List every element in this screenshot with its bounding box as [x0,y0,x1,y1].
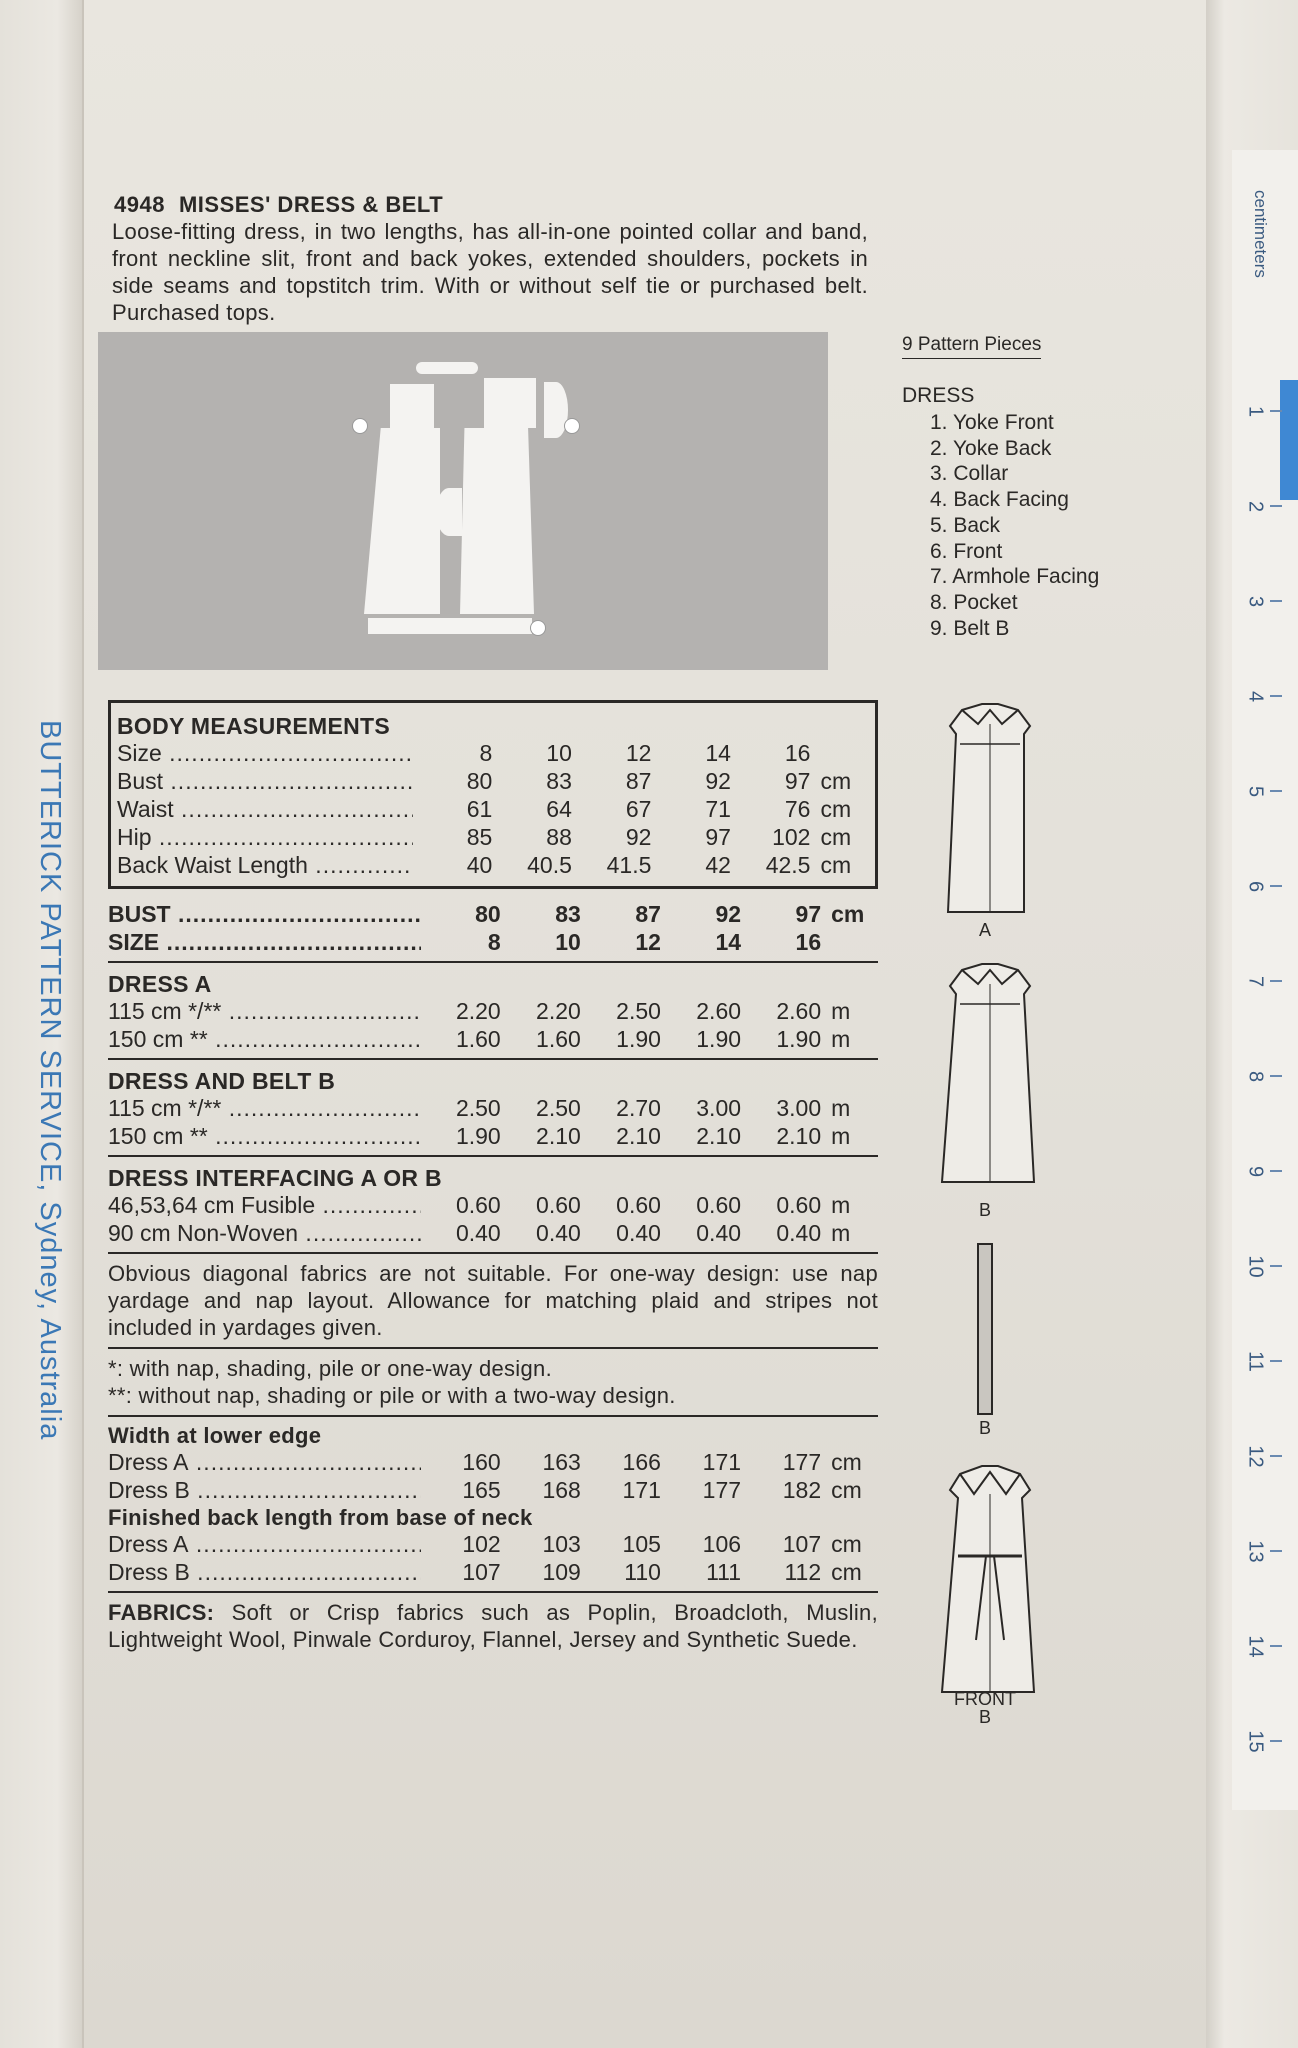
row-value: 0.40 [616,1220,661,1246]
ruler-tick [1270,980,1282,982]
piece-item: 6. Front [930,539,1003,563]
pattern-name: MISSES' DRESS & BELT [178,192,444,217]
row-value: 64 [546,796,572,822]
row-value: 168 [542,1477,581,1503]
nap-notes [108,1349,878,1417]
pattern-title [114,192,457,218]
row-value: 177 [782,1449,822,1475]
bust-size-section [108,889,878,963]
row-value: 171 [702,1449,742,1475]
row-value: 2.20 [455,998,501,1024]
row-label: Dress A ..... [108,1531,421,1558]
row-value: 2.20 [536,998,581,1024]
row-value: 16 [795,929,822,955]
row-value: 2.50 [616,998,661,1024]
row-unit: cm [820,796,852,822]
piece-item: 8. Pocket [930,590,1018,614]
row-value: 103 [542,1531,581,1557]
ruler-number: 7 [1244,975,1267,988]
row-value: 87 [635,901,661,927]
row-label: 115 cm */** ..... [108,1095,421,1122]
row-value: 92 [715,901,742,927]
ruler-number: 3 [1244,595,1267,608]
measurement-row [108,929,878,957]
ruler-number: 5 [1244,785,1267,798]
row-value: 97 [705,824,731,850]
row-value: 102 [772,824,811,850]
row-value: 165 [462,1477,501,1503]
measurement-row [108,901,878,929]
row-value: 160 [462,1449,501,1475]
row-value: 12 [635,929,661,955]
row-value: 2.70 [616,1095,661,1121]
row-value: 83 [546,768,572,794]
row-unit: m [831,998,851,1024]
collar-piece [416,362,478,374]
measurement-row [108,1220,878,1248]
ruler-blue-band [1280,380,1298,500]
row-unit: cm [820,768,852,794]
row-value: 107 [782,1531,822,1557]
ruler-number: 11 [1244,1351,1267,1372]
interfacing-section [108,1157,878,1254]
body-measurements-heading: BODY MEASUREMENTS [117,713,391,739]
row-value: 85 [466,824,493,850]
piece-item: 9. Belt B [930,616,1010,640]
measurement-row [108,1095,878,1123]
measurement-row [108,1449,878,1477]
row-unit: cm [831,901,865,927]
row-value: 1.60 [455,1026,501,1052]
row-value: 0.40 [776,1220,822,1246]
row-value: 2.10 [616,1123,661,1149]
row-value: 14 [705,740,731,766]
row-value: 67 [625,796,652,822]
row-label: Dress B ..... [108,1559,421,1586]
row-label: 150 cm ** ..... [108,1123,421,1150]
ruler-tick [1270,1075,1282,1077]
piece-number-9 [530,620,546,636]
row-value: 105 [622,1531,661,1557]
measurement-row [117,796,867,824]
row-unit: cm [820,824,852,850]
row-value: 0.60 [536,1192,581,1218]
yoke-back-piece [390,384,434,434]
belt-sketch [970,1240,1010,1420]
row-value: 2.60 [696,998,742,1024]
dress-a-section [108,963,878,1060]
row-value: 166 [622,1449,661,1475]
ruler-tick [1270,1645,1282,1647]
row-value: 8 [487,929,501,955]
belt-piece [368,618,532,634]
publisher-side-text: BUTTERICK PATTERN SERVICE, Sydney, Australia [34,720,66,1441]
pattern-pieces-illustration [98,332,828,670]
row-unit: cm [831,1531,862,1557]
row-value: 40.5 [527,852,572,878]
row-value: 16 [784,740,811,766]
diagonal-fabrics-note: Obvious diagonal fabrics are not suitable. For one-way design: use nap yardage and nap layout. Allowance for matching plaid and stripes not included in yardages given. [108,1254,878,1349]
sketch-label-belt: B [978,1418,991,1438]
sketch-label-a: A [978,920,991,940]
row-value: 92 [625,824,652,850]
row-label: BUST ..... [108,901,421,928]
ruler-number: 10 [1244,1255,1267,1278]
measurement-row [108,1192,878,1220]
row-value: 12 [625,740,652,766]
row-value: 42 [705,852,731,878]
ruler-tick [1270,600,1282,602]
row-value: 76 [784,796,811,822]
row-label: Back Waist Length ..... [117,852,413,879]
row-label: Dress B ..... [108,1477,421,1504]
front-label: FRONT [954,1689,1016,1709]
piece-number-4 [352,418,368,434]
row-value: 2.60 [776,998,822,1024]
sketch-label-front [925,1690,1045,1726]
row-value: 1.90 [696,1026,742,1052]
row-value: 106 [702,1531,742,1557]
ruler-number: 14 [1244,1635,1267,1658]
piece-item: 5. Back [930,513,1001,537]
row-label: SIZE ..... [108,929,421,956]
row-value: 61 [466,796,493,822]
row-value: 2.50 [536,1095,581,1121]
ruler-tick [1270,410,1282,412]
ruler-tick [1270,790,1282,792]
measurement-row [108,1531,878,1559]
row-value: 40 [466,852,493,878]
row-value: 109 [542,1559,581,1585]
row-value: 8 [479,740,493,766]
dress-b-sketch [930,960,1050,1190]
row-label: Size ..... [117,740,413,767]
row-value: 83 [555,901,581,927]
row-label: 90 cm Non-Woven ..... [108,1220,421,1247]
sketch-label-b: B [978,1200,991,1220]
measurement-row [117,852,867,880]
row-label: 46,53,64 cm Fusible ..... [108,1192,421,1219]
ruler-tick [1270,1265,1282,1267]
row-value: 182 [782,1477,822,1503]
row-value: 1.90 [776,1026,822,1052]
row-value: 1.90 [616,1026,661,1052]
ruler-number: 9 [1244,1165,1267,1178]
piece-item: 4. Back Facing [930,488,1069,512]
row-value: 41.5 [606,852,652,878]
front-yoke-piece [484,378,536,428]
row-label: 115 cm */** ..... [108,998,421,1025]
row-label: Bust ..... [117,768,413,795]
row-value: 0.40 [455,1220,501,1246]
fabrics-label: FABRICS: [108,1600,215,1625]
row-value: 0.60 [776,1192,822,1218]
row-value: 0.60 [616,1192,661,1218]
ruler-tick [1270,505,1282,507]
row-value: 42.5 [765,852,811,878]
row-unit: cm [831,1559,862,1585]
ruler-tick [1270,1360,1282,1362]
ruler-number: 15 [1244,1730,1267,1753]
row-value: 1.60 [536,1026,581,1052]
row-value: 71 [705,796,731,822]
measurement-row [117,824,867,852]
row-unit: m [831,1123,851,1149]
nap-note-1: *: with nap, shading, pile or one-way design. [108,1356,552,1381]
row-value: 177 [702,1477,742,1503]
row-label: 150 cm ** ..... [108,1026,421,1053]
ruler-number: 4 [1244,690,1267,703]
measurement-row [108,998,878,1026]
finished-measurements-section [108,1417,878,1593]
ruler-tick [1270,885,1282,887]
nap-note-2: **: without nap, shading or pile or with a two-way design. [108,1383,676,1408]
measurement-row [108,1559,878,1587]
body-measurements-box [108,700,878,889]
row-value: 0.40 [536,1220,581,1246]
ruler-number: 1 [1244,405,1267,418]
ruler-tick [1270,1170,1282,1172]
ruler-tick [1270,1550,1282,1552]
row-value: 107 [462,1559,501,1585]
piece-number-3 [564,418,580,434]
row-unit: cm [831,1449,862,1475]
ruler-tick [1270,1740,1282,1742]
row-unit: cm [831,1477,862,1503]
measurements-chart [108,700,878,1659]
dress-a-sketch [930,700,1050,920]
row-value: 3.00 [776,1095,822,1121]
row-value: 10 [546,740,572,766]
row-value: 110 [624,1559,661,1585]
ruler-number: 2 [1244,500,1267,513]
row-value: 97 [795,901,822,927]
row-value: 10 [555,929,581,955]
row-unit: m [831,1026,851,1052]
interfacing-heading: DRESS INTERFACING A OR B [108,1165,442,1191]
pattern-description: Loose-fitting dress, in two lengths, has all-in-one pointed collar and band, front neckline slit, front and back yokes, extended shoulders, pockets in side seams and topstitch trim. With or without self tie or purchased belt. Purchased tops. [112,219,868,325]
piece-item: 7. Armhole Facing [930,565,1100,589]
pieces-list [930,410,1099,641]
row-value: 80 [466,768,493,794]
pieces-group: DRESS [902,384,975,407]
fabrics-text: Soft or Crisp fabrics such as Poplin, Broadcloth, Muslin, Lightweight Wool, Pinwale Corduroy, Flannel, Jersey and Synthetic Suede. [108,1600,878,1652]
ruler-number: 6 [1244,880,1267,893]
pattern-number: 4948 [114,192,165,217]
row-value: 0.40 [696,1220,742,1246]
back-piece [364,428,440,614]
piece-item: 3. Collar [930,462,1009,486]
measurement-row [108,1123,878,1151]
row-value: 97 [784,768,811,794]
ruler-tick [1270,695,1282,697]
measurement-row [117,740,867,768]
row-value: 2.50 [455,1095,501,1121]
row-value: 14 [715,929,742,955]
row-unit: cm [820,852,852,878]
dress-belt-b-section [108,1060,878,1157]
row-value: 2.10 [696,1123,742,1149]
piece-item: 1. Yoke Front [930,411,1054,434]
row-value: 92 [705,768,731,794]
dress-belt-b-heading: DRESS AND BELT B [108,1068,336,1094]
pocket-piece [436,488,462,536]
row-value: 80 [475,901,501,927]
dress-b-front-sketch [930,1460,1050,1700]
front-piece [460,428,534,614]
measurement-row [108,1026,878,1054]
row-unit: m [831,1192,851,1218]
row-label: Hip ..... [117,824,413,851]
ruler-tick [1270,1455,1282,1457]
ruler-number: 12 [1244,1445,1267,1468]
measurement-row [117,768,867,796]
row-label: Waist ..... [117,796,413,823]
pieces-heading: 9 Pattern Pieces [902,334,1041,359]
row-label: Dress A ..... [108,1449,421,1476]
row-value: 112 [784,1559,822,1585]
measurement-row [108,1477,878,1505]
dress-a-heading: DRESS A [108,971,212,997]
ruler-number: 13 [1244,1540,1267,1563]
piece-item: 2. Yoke Back [930,436,1052,460]
ruler-number: 8 [1244,1070,1267,1083]
row-unit: m [831,1095,851,1121]
row-value: 2.10 [776,1123,822,1149]
row-value: 171 [622,1477,661,1503]
row-value: 111 [706,1559,742,1585]
fabrics-note [108,1593,878,1659]
row-unit: m [831,1220,851,1246]
row-value: 88 [546,824,572,850]
row-value: 2.10 [536,1123,581,1149]
row-value: 1.90 [455,1123,501,1149]
row-value: 163 [542,1449,581,1475]
row-value: 0.60 [696,1192,742,1218]
row-value: 102 [462,1531,501,1557]
row-value: 87 [625,768,652,794]
row-value: 0.60 [455,1192,501,1218]
ruler-label: centimeters [1251,190,1270,278]
row-value: 3.00 [696,1095,742,1121]
back-length-heading: Finished back length from base of neck [108,1505,533,1530]
width-lower-edge-heading: Width at lower edge [108,1423,322,1448]
front-sub-label: B [978,1707,991,1727]
